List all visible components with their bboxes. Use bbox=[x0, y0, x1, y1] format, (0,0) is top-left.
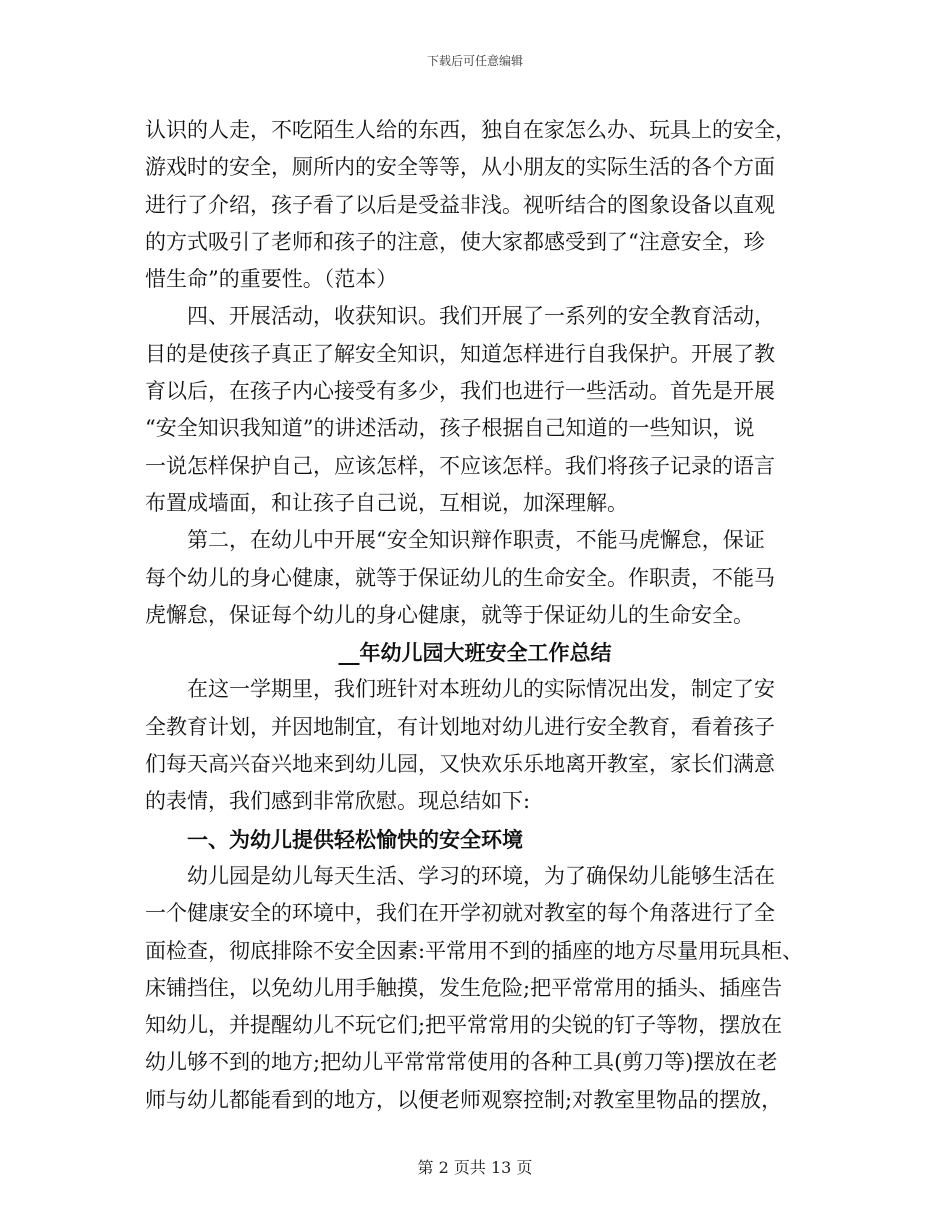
text-line: 在这一学期里，我们班针对本班幼儿的实际情况出发，制定了安 bbox=[187, 677, 775, 702]
page-header: 下载后可任意编辑 bbox=[426, 54, 523, 68]
text-line: 育以后，在孩子内心接受有多少，我们也进行一些活动。首先是开展 bbox=[145, 379, 775, 404]
text-line: 们每天高兴奋兴地来到幼儿园，又快欢乐乐地离开教室，家长们满意 bbox=[145, 752, 775, 777]
text-line: 每个幼儿的身心健康，就等于保证幼儿的生命安全。作职责，不能马 bbox=[145, 565, 775, 590]
text-line: 床铺挡住，以免幼儿用手触摸，发生危险;把平常常用的插头、插座告 bbox=[145, 975, 783, 1000]
section-title: __年幼儿园大班安全工作总结 bbox=[338, 640, 612, 666]
text-line: 一个健康安全的环境中，我们在开学初就对教室的每个角落进行了全 bbox=[145, 901, 775, 926]
text-line: 四、开展活动，收获知识。我们开展了一系列的安全教育活动， bbox=[187, 304, 775, 329]
text-line: 幼儿够不到的地方;把幼儿平常常常使用的各种工具(剪刀等)摆放在老 bbox=[145, 1050, 778, 1075]
text-line: 第二，在幼儿中开展“安全知识辩作职责，不能马虎懈怠，保证 bbox=[187, 528, 765, 553]
text-line: 知幼儿，并提醒幼儿不玩它们;把平常常用的尖锐的钉子等物，摆放在 bbox=[145, 1013, 783, 1038]
text-line: 师与幼儿都能看到的地方，以便老师观察控制;对教室里物品的摆放， bbox=[145, 1087, 783, 1112]
text-line: 虎懈怠，保证每个幼儿的身心健康，就等于保证幼儿的生命安全。 bbox=[145, 602, 754, 627]
text-line: 游戏时的安全，厕所内的安全等等，从小朋友的实际生活的各个方面 bbox=[145, 155, 775, 180]
text-line: 布置成墙面，和让孩子自己说，互相说，加深理解。 bbox=[145, 490, 628, 515]
text-line: 进行了介绍，孩子看了以后是受益非浅。视听结合的图象设备以直观 bbox=[145, 192, 775, 217]
text-line: 的表情，我们感到非常欣慰。现总结如下: bbox=[145, 789, 531, 814]
text-line: 一说怎样保护自己，应该怎样，不应该怎样。我们将孩子记录的语言 bbox=[145, 453, 775, 478]
page-footer: 第 2 页共 13 页 bbox=[417, 1158, 533, 1177]
text-line: 认识的人走，不吃陌生人给的东西，独自在家怎么办、玩具上的安全， bbox=[145, 118, 796, 142]
section-heading: 一、为幼儿提供轻松愉快的安全环境 bbox=[187, 826, 523, 852]
text-line: “安全知识我知道”的讲述活动，孩子根据自己知道的一些知识，说 bbox=[145, 416, 755, 441]
text-line: 全教育计划，并因地制宜，有计划地对幼儿进行安全教育，看着孩子 bbox=[145, 714, 775, 739]
document-body bbox=[145, 112, 805, 1119]
text-line: 面检查，彻底排除不安全因素:平常用不到的插座的地方尽量用玩具柜、 bbox=[145, 938, 804, 963]
text-line: 幼儿园是幼儿每天生活、学习的环境，为了确保幼儿能够生活在 bbox=[187, 863, 775, 888]
text-line: 的方式吸引了老师和孩子的注意，使大家都感受到了“注意安全，珍 bbox=[145, 229, 765, 254]
text-line: 惜生命”的重要性。（范本） bbox=[145, 267, 398, 292]
text-line: 目的是使孩子真正了解安全知识，知道怎样进行自我保护。开展了教 bbox=[145, 341, 775, 366]
